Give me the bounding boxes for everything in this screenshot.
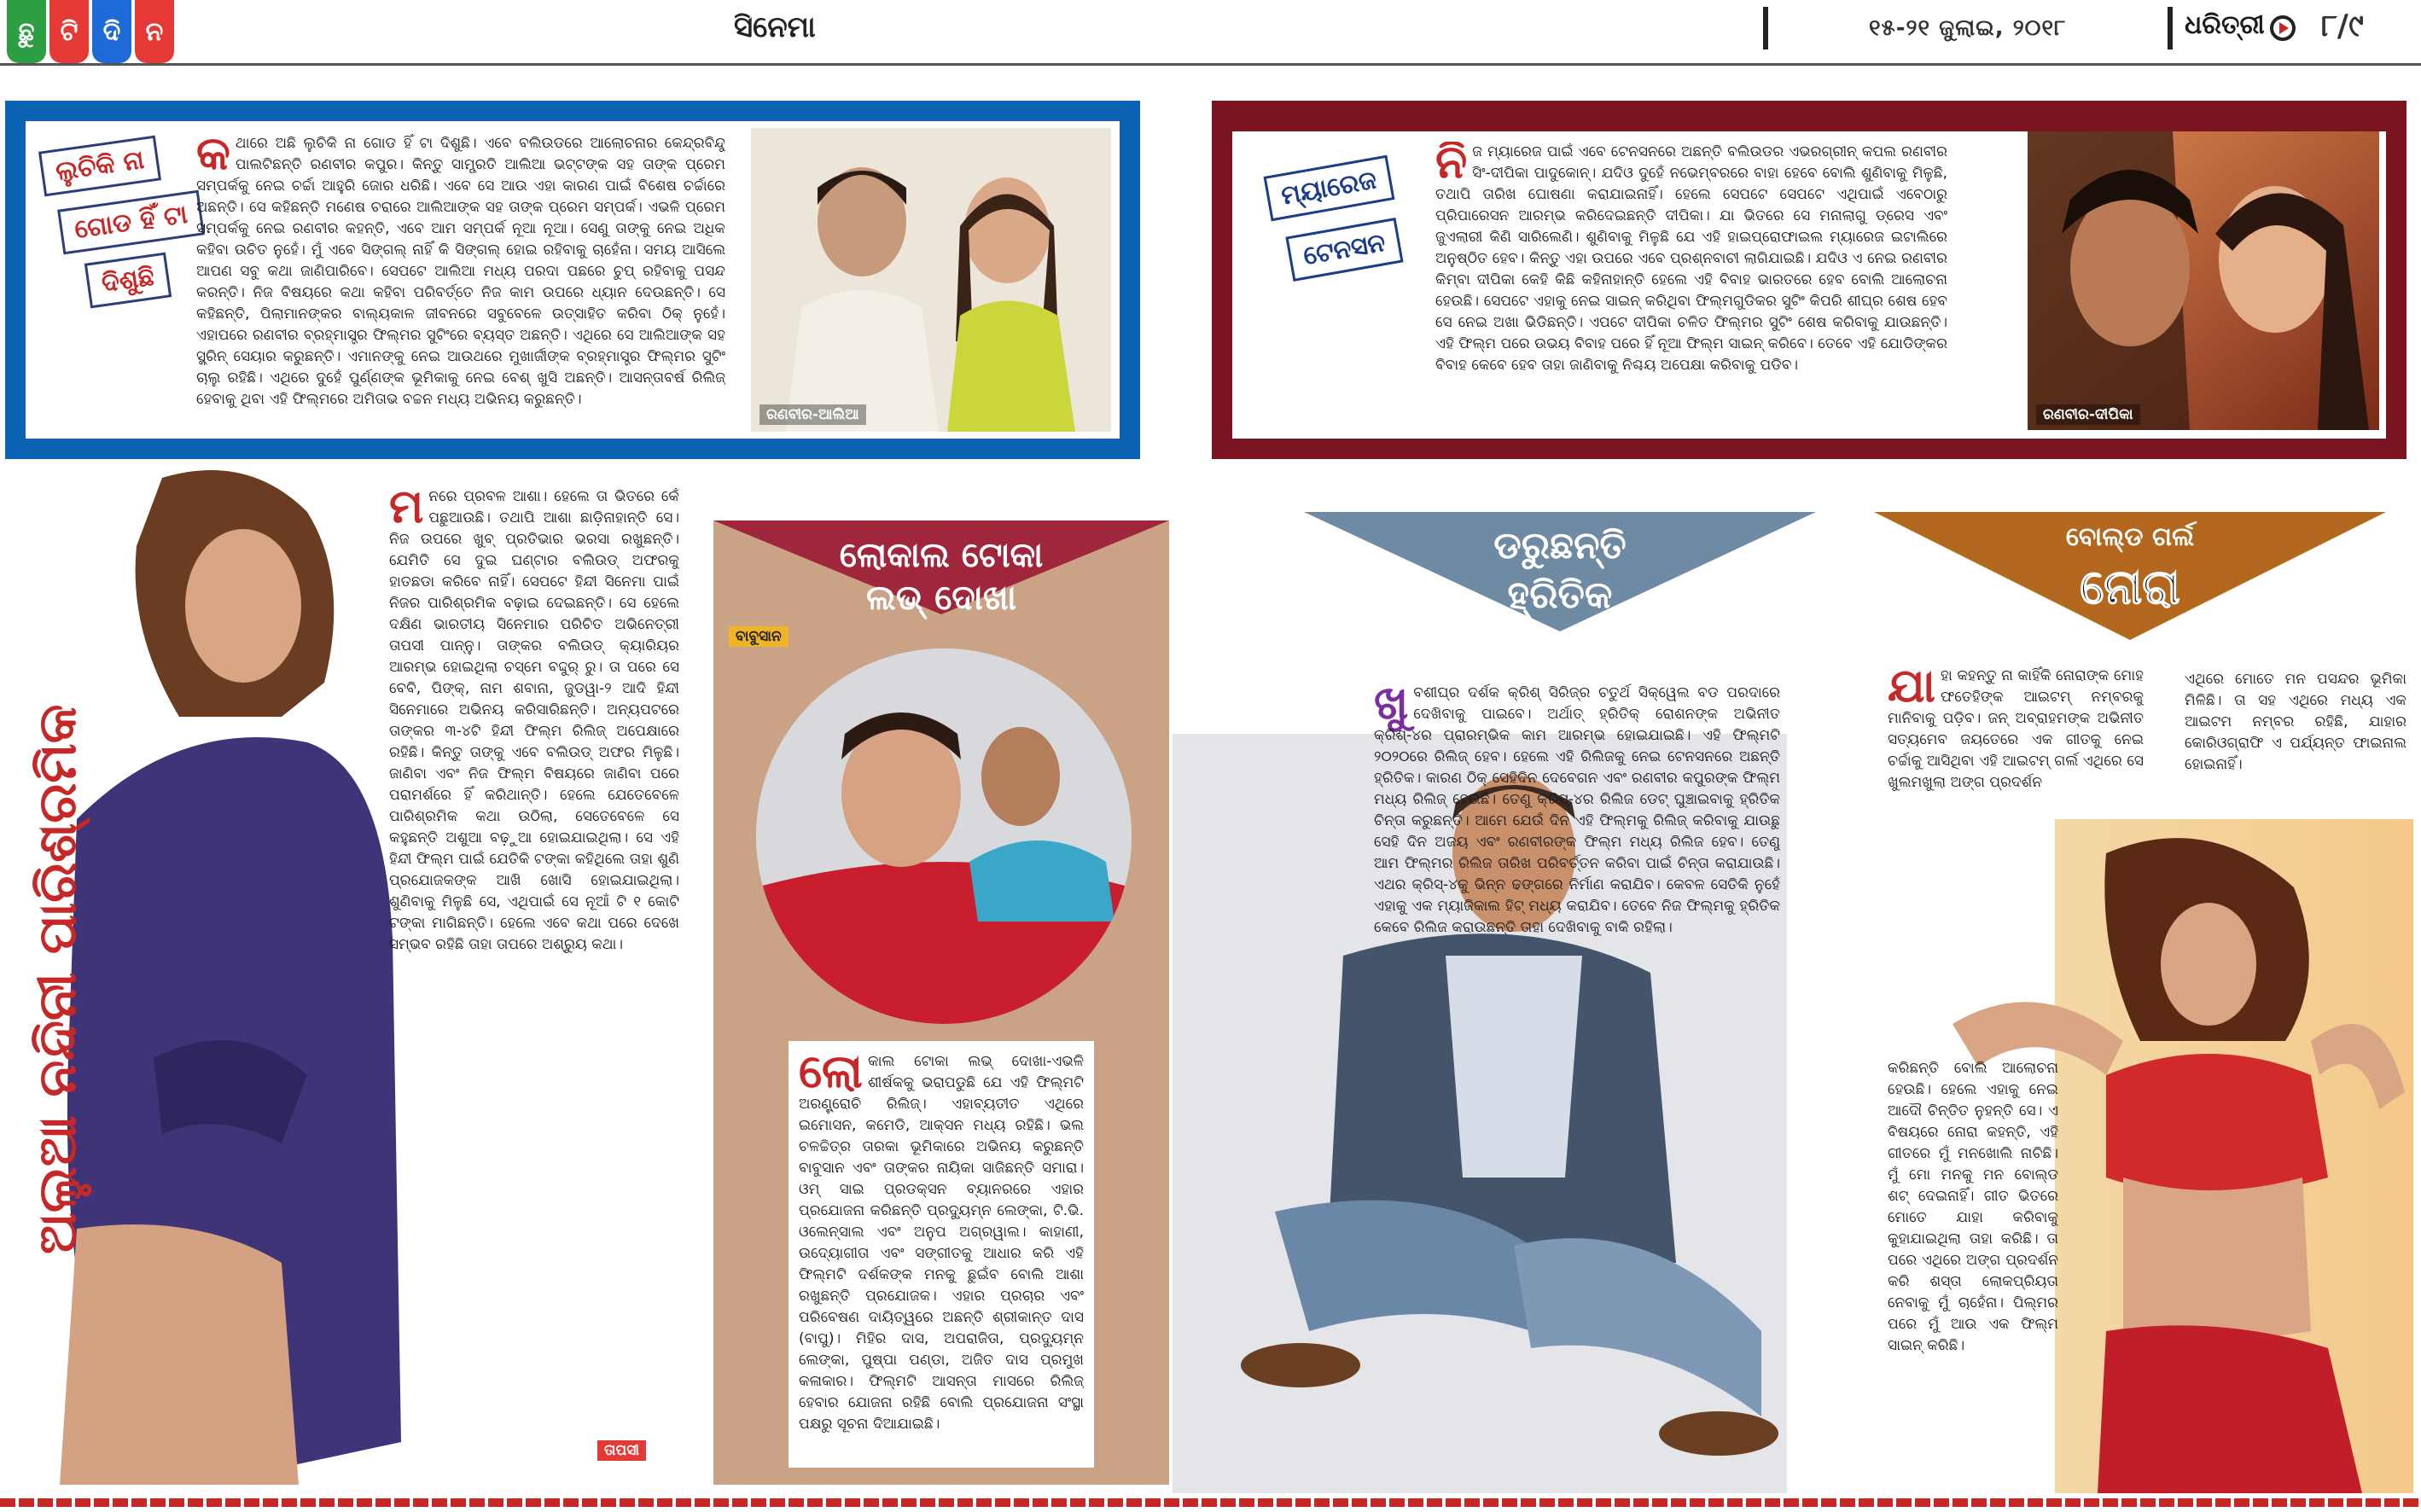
- header-rule: [0, 63, 2421, 66]
- headline-line: ଲୋକାଲ ଟୋକା: [839, 536, 1044, 575]
- story-box-babushan: [713, 520, 1169, 1485]
- nora-story-body-b: [2185, 669, 2406, 823]
- story-body: [196, 133, 725, 432]
- story-box-ranveer-deepika: [1212, 101, 2406, 459]
- story-text: ଏଥିରେ ମୋତେ ମନ ପସନ୍ଦର ଭୂମିକା ମିଳିଛି। ତା ସହ ଏଥିରେ ମଧ୍ୟ ଏକ ଆଇଟମ ନମ୍ବର ରହିଛି, ଯାହାର କୋରିଓଗ୍ରାଫି ଏ ପର୍ଯ୍ୟନ୍ତ ଫାଇନାଲ ହୋଇନାହିଁ।: [2185, 671, 2406, 773]
- kicker-label: ବୋଲ୍ଡ ଗର୍ଲ: [2065, 522, 2195, 552]
- play-logo-icon: [2270, 15, 2296, 41]
- headline-line: ମ୍ୟାରେଜ: [1264, 155, 1395, 222]
- nora-story-body-c: [1888, 1058, 2058, 1485]
- header-divider: [2168, 7, 2173, 49]
- story-inner: [1232, 131, 2386, 439]
- masthead-letter: ଟି: [49, 0, 89, 63]
- drop-cap: ନି: [1435, 142, 1468, 189]
- headline-line: ନୋରା: [2080, 560, 2180, 615]
- masthead-letter: ନ: [135, 0, 174, 63]
- masthead: [7, 0, 174, 65]
- page-number: ୮/୯: [2321, 9, 2364, 44]
- story-text: ବଶୀଘ୍ର ଦର୍ଶକ କ୍ରିଶ୍ ସିରିଜ୍ର ଚତୁର୍ଥ ସିକ୍ୱେଲ ବଡ ପରଦାରେ ଦେଖିବାକୁ ପାଇବେ। ଅର୍ଥାତ୍ ହ୍ରିତିକ୍ ରୋଶନଙ୍କ ଅଭିନୀତ କ୍ରିଶ୍-୪ର ପ୍ରାରମ୍ଭିକ କାମ ଆରମ୍ଭ ହୋଇଯାଇଛି। ଏହି ଫିଲ୍ମଟି ୨୦୨୦ରେ ରିଲିଜ୍ ହେବ। ହେଲେ ଏହି ରିଲିଜକୁ ନେଇ ଟେନସନରେ ଅଛନ୍ତି ହ୍ରିତିକ। କାରଣ ଠିକ୍ ସେହିଦିନ ଦେବେଗନ ଏବଂ ରଣବୀର କପୁରଙ୍କ ଫିଲ୍ମ ମଧ୍ୟ ରିଲିଜ୍ ହେଉଛି। ତେଣୁ କ୍ରିସ୍-୪ର ରିଲିଜ ଡେଟ୍ ଘୁଞ୍ଚାଇବାକୁ ହ୍ରିତିକ ଚିନ୍ତା କରୁଛନ୍ତି। ଆମେ ଯେଉଁ ଦିନ ଏହି ଫିଲ୍ମକୁ ରିଲିଜ୍ କରିବାକୁ ଯାଉଛୁ ସେହି ଦିନ ଅଜୟ ଏବଂ ରଣବୀରଙ୍କ ଫିଲ୍ମ ମଧ୍ୟ ରିଲିଜ ହେବ। ତେଣୁ ଆମ ଫିଲ୍ମର ରିଲିଜ ତାରିଖ ପରିବର୍ତ୍ତନ କରିବା ପାଇଁ ଚିନ୍ତା କରାଯାଉଛି। ଏଥର କ୍ରିସ୍-୪କୁ ଭିନ୍ନ ଢଙ୍ଗରେ ନିର୍ମାଣ କରାଯିବ। କେବଳ ସେତିକି ନୁହେଁ ଏହାକୁ ଏକ ମ୍ୟାଜିକାଲ ହିଟ୍ ମଧ୍ୟ କରାଯିବ। ତେବେ ନିଜ ଫିଲ୍ମକୁ ହ୍ରିତିକ କେବେ ରିଲିଜ କରାଉଛନ୍ତି ତାହା ଦେଖିବାକୁ ବାକି ରହିଲା।: [1374, 684, 1780, 936]
- story-text: ଜ ମ୍ୟାରେଜ ପାଇଁ ଏବେ ଟେନସନରେ ଅଛନ୍ତି ବଲିଉଡର ଏଭରଗ୍ରୀନ୍ କପଲ ରଣବୀର ସିଂ-ଦୀପିକା ପାଦୁକୋନ୍। ଯଦିଓ ଦୁହେଁ ନଭେମ୍ବରରେ ବାହା ହେବେ ବୋଲି ଶୁଣିବାକୁ ମିଳୁଛି, ତଥାପି ତାରିଖ ଘୋଷଣା କରାଯାଇନାହିଁ। ହେଲେ ସେପଟେ ସେପଟେ ଏଥିପାଇଁ ଏବେଠାରୁ ପ୍ରିପାରେସନ ଆରମ୍ଭ କରିଦେଇଛନ୍ତି ଦୀପିକା। ଯା ଭିତରେ ସେ ମନାଲାଗୁ ଡ୍ରେସ ଏବଂ ଜୁଏଲାରୀ କିଣି ସାରିଲେଣି। ଶୁଣିବାକୁ ମିଳୁଛି ଯେ ଏହି ହାଇପ୍ରୋଫାଇଲ ମ୍ୟାରେଜ ଇଟାଲିରେ ଅନୁଷ୍ଠିତ ହେବ। କିନ୍ତୁ ଏହା ଉପରେ ଏବେ ପ୍ରଶ୍ନବାଚୀ ଲାଗିଯାଇଛି। ଯଦିଓ ଏ ନେଇ ରଣବୀର କିମ୍ବା ଦୀପିକା କେହି କିଛି କହିନାହାନ୍ତି ହେଲେ ଏହି ବିବାହ ଭାରତରେ ହେବ ବୋଲି ଆଲୋଚନା ହେଉଛି। ସେପଟେ ଏହାକୁ ନେଇ ସାଇନ୍ କରିଥିବା ଫିଲ୍ମଗୁଡିକର ସୁଟିଂ କିପରି ଶୀଘ୍ର ଶେଷ ହେବ ସେ ନେଇ ଅଖା ଭିଡିଛନ୍ତି। ଏପଟେ ଦୀପିକା ଚଳିତ ଫିଲ୍ମର ସୁଟିଂ ଶେଷ କରିବାକୁ ଯାଉଛନ୍ତି। ଏହି ଫିଲ୍ମ ପରେ ଉଭୟ ବିବାହ ପରେ ହିଁ ନୂଆ ଫିଲ୍ମ ସାଇନ୍ କରିବେ। ତେବେ ଏହି ଯୋଡିଙ୍କର ବିବାହ କେବେ ହେବ ତାହା ଜାଣିବାକୁ ନିଶ୍ଚୟ ଅପେକ୍ଷା କରିବାକୁ ପଡିବ।: [1435, 143, 1947, 374]
- story-box-ranbir-alia: [5, 101, 1140, 459]
- ranbir-alia-photo: [751, 128, 1111, 432]
- photo-caption: ତାପସୀ: [597, 1440, 646, 1461]
- masthead-letter: ଛୁ: [7, 0, 46, 63]
- story-panel: [789, 1041, 1094, 1468]
- header-divider: [1763, 7, 1768, 49]
- photo-caption: ବାବୁସାନ: [729, 626, 789, 647]
- ranveer-deepika-photo: [2028, 131, 2379, 430]
- drop-cap: ଯା: [1888, 666, 1935, 712]
- photo-silhouettes: [751, 128, 1111, 432]
- headline-line: ଲୁଚିକି ନା: [38, 136, 161, 197]
- babushan-photo: [756, 648, 1132, 1024]
- headline-line: ହ୍ରିତିକ: [1507, 573, 1613, 617]
- section-title: ସିନେମା: [734, 10, 816, 44]
- story-text: ହା କହନ୍ତୁ ନା କାହିଁକି ନୋରାଙ୍କ ମୋହ ଫତେହିଙ୍କ ଆଇଟମ୍ ନମ୍ବରକୁ ମାନିବାକୁ ପଡ଼ିବ। ଜନ୍ ଅବ୍ରାହମଙ୍କ ଅଭିନୀତ ସତ୍ୟମେବ ଜୟତେରେ ଏକ ଗୀତକୁ ନେଇ ଚର୍ଚ୍ଚାକୁ ଆସିଥିବା ଏହି ଆଇଟମ୍ ଗର୍ଲ ଏଥିରେ ସେ ଖୁଲମଖୁଲା ଅଙ୍ଗ ପ୍ରଦର୍ଶନ: [1888, 667, 2144, 791]
- headline-line: ଡରୁଛନ୍ତି: [1493, 524, 1627, 567]
- headline-line: ଦିଶୁଛି: [84, 253, 172, 309]
- headline-line: ଗୋଡ ହିଁ ଟା: [57, 190, 205, 255]
- footer-rule: [0, 1498, 2421, 1507]
- brand-name: ଧରିତ୍ରୀ: [2185, 10, 2265, 40]
- hrithik-story-body: [1374, 683, 1780, 1195]
- story-body: [1435, 142, 1947, 432]
- story-text: କରିଛନ୍ତି ବୋଲି ଆଲୋଚନା ହେଉଛି। ହେଲେ ଏହାକୁ ନେଇ ଆଦୌ ଚିନ୍ତିତ ନୁହନ୍ତି ସେ। ଏ ବିଷୟରେ ନୋରା କହନ୍ତି, ଏହି ଗୀତରେ ମୁଁ ମନଖୋଲି ନାଚିଛି। ମୁଁ ମୋ ମନକୁ ମନ ବୋଲ୍ଡ ଶଟ୍ ଦେଇନାହିଁ। ଗୀତ ଭିତରେ ମୋତେ ଯାହା କରିବାକୁ କୁହାଯାଇଥିଲା ତାହା କରିଛି। ତା ପରେ ଏଥିରେ ଅଙ୍ଗ ପ୍ରଦର୍ଶନ କରି ଶସ୍ତା ଲୋକପ୍ରିୟତା ନେବାକୁ ମୁଁ ଚାହେଁନା। ପିଲ୍ମର ପରେ ମୁଁ ଆଉ ଏକ ଫିଲ୍ମ ସାଇନ୍ କରିଛି।: [1888, 1060, 2058, 1354]
- drop-cap: ମ: [389, 486, 424, 533]
- story-text: କାଲ ଟୋକା ଲଭ୍ ଦୋଖା-ଏଭଳି ଶୀର୍ଷକକୁ ଭରାପଡୁଛି ଯେ ଏହି ଫିଲ୍ମଟି ଅରଣ୍ଟ୍ରୋଚି ରିଲିଜ୍। ଏହାବ୍ୟତୀତ ଏଥିରେ ଇମୋସନ, କମେଡି, ଆକ୍ସନ ମଧ୍ୟ ରହିଛି। ଭଲ ଚଳଚ୍ଚିତ୍ର ତାରକା ଭୂମିକାରେ ଅଭିନୟ କରୁଛନ୍ତି ବାବୁସାନ ଏବଂ ତାଙ୍କର ନାୟିକା ସାଜିଛନ୍ତି ସମାରା। ଓମ୍ ସାଇ ପ୍ରଡକ୍ସନ ବ୍ୟାନରରେ ଏହାର ପ୍ରଯୋଜନା କରିଛନ୍ତି ପ୍ରଦ୍ୟୁମ୍ନ ଲେଙ୍କା, ଟି.ଭି. ଓଲେନ୍ସାଲ ଏବଂ ଅନୁପ ଅଗ୍ରୱାଲ। କାହାଣୀ, ଉଦ୍ୟୋଗୀତା ଏବଂ ସଙ୍ଗୀତକୁ ଆଧାର କରି ଏହି ଫିଲ୍ମଟି ଦର୍ଶକଙ୍କ ମନକୁ ଛୁଇଁବ ବୋଲି ଆଶା ରଖୁଛନ୍ତି ପ୍ରଯୋଜକ। ଏହାର ପ୍ରଚାର ଏବଂ ପରିବେଷଣ ଦାୟିତ୍ୱରେ ଅଛନ୍ତି ଶ୍ରୀକାନ୍ତ ଦାସ (ବାପୁ)। ମିହିର ଦାସ, ଅପରାଜିତା, ପ୍ରଦ୍ୟୁମ୍ନ ଲେଙ୍କା, ପୁଷ୍ପା ପଣ୍ଡା, ଅଜିତ ଦାସ ପ୍ରମୁଖ କଳାକାର। ଫିଲ୍ମଟି ଆସନ୍ତା ମାସରେ ରିଲିଜ୍ ହେବାର ଯୋଜନା ରହିଛି ବୋଲି ପ୍ରଯୋଜନା ସଂସ୍ଥା ପକ୍ଷରୁ ସୂଚନା ଦିଆଯାଇଛି।: [799, 1053, 1084, 1433]
- issue-date: ୧୫-୨୧ ଜୁଲାଇ, ୨୦୧୮: [1869, 15, 2067, 41]
- masthead-letter: ଦି: [92, 0, 131, 63]
- headline-line: ଲଭ୍ ଦୋଖା: [866, 579, 1016, 618]
- story-inner: [26, 121, 1120, 439]
- drop-cap: କ: [196, 133, 230, 180]
- drop-cap: ଲୋ: [799, 1051, 864, 1098]
- tapsee-story-body: [389, 486, 679, 1254]
- headline-line: ଟେନସନ: [1285, 218, 1403, 282]
- nora-story-body-a: [1888, 666, 2144, 836]
- drop-cap: ଖୁ: [1374, 683, 1409, 730]
- story-text: ଥାରେ ଅଛି ଲୁଚିକି ନା ଗୋଡ ହିଁ ଟା ଦିଶୁଛି। ଏବେ ବଲିଉଡରେ ଆଲୋଚନାର କେନ୍ଦ୍ରବିନ୍ଦୁ ପାଲଟିଛନ୍ତି ରଣବୀର କପୁର। କିନ୍ତୁ ସାମ୍ପ୍ରତି ଆଲିଆ ଭଟ୍ଟଙ୍କ ସହ ତାଙ୍କ ପ୍ରେମ ସମ୍ପର୍କକୁ ନେଇ ଚର୍ଚ୍ଚା ଆହୁରି ଜୋର ଧରିଛି। ଏବେ ସେ ଆଉ ଏହା କାରଣ ପାଇଁ ବିଶେଷ ଚର୍ଚ୍ଚାରେ ଅଛନ୍ତି। ସେ କହିଛନ୍ତି ମଣେଷ ଚରାରେ ଆଲିଆଙ୍କ ସହ ତାଙ୍କ ପ୍ରେମ ସମ୍ପର୍କ। ଏଭଳି ପ୍ରେମ ସମ୍ପର୍କକୁ ନେଇ ରଣବୀର କହନ୍ତି, ଏବେ ଆମ ସମ୍ପର୍କ ନୂଆ ନୂଆ। ସେଣୁ ତାଙ୍କୁ ନେଇ ଅଧିକ କହିବା ଉଚିତ ନୁହେଁ। ମୁଁ ଏବେ ସିଙ୍ଗଲ୍ ନାହିଁ କି ସିଙ୍ଗଲ୍ ହୋଇ ରହିବାକୁ ଚାହେଁନା। ସମୟ ଆସିଲେ ଆପଣ ସବୁ କଥା ଜାଣିପାରିବେ। ସେପଟେ ଆଲିଆ ମଧ୍ୟ ପରଦା ପଛରେ ଚୁପ୍ ରହିବାକୁ ପସନ୍ଦ କରନ୍ତି। ନିଜ ବିଷୟରେ କଥା କହିବା ପରିବର୍ତ୍ତେ ନିଜ କାମ ଉପରେ ଧ୍ୟାନ ଦେଉଛନ୍ତି। ସେ କହିଛନ୍ତି, ପିଲାମାନଙ୍କର ବାଲ୍ୟକାଳ ଜୀବନରେ ସବୁବେଳେ ଉତ୍ସାହିତ କରିବା ଠିକ୍ ନୁହେଁ। ଏହାପରେ ରଣବୀର ବ୍ରହ୍ମାସ୍ତ୍ର ଫିଲ୍ମର ସୁଟିଂରେ ବ୍ୟସ୍ତ ଅଛନ୍ତି। ଏଥିରେ ସେ ଆଲିଆଙ୍କ ସହ ସ୍କ୍ରିନ୍ ସେୟାର କରୁଛନ୍ତି। ଏମାନଙ୍କୁ ନେଇ ଆଉଥରେ ମୁଖାର୍ଜୀଙ୍କ ବ୍ରହ୍ମାସ୍ତ୍ର ଫିଲ୍ମର ସୁଟିଂ ଚାଲୁ ରହିଛି। ଏଥିରେ ଦୁହେଁ ପୁର୍ଣ୍ଣଙ୍କ ଭୂମିକାକୁ ନେଇ ବେଶ୍ ଖୁସି ଅଛନ୍ତି। ଆସନ୍ତାବର୍ଷ ରିଲିଜ୍ ହେବାକୁ ଥିବା ଏହି ଫିଲ୍ମରେ ଅମିତାଭ ବଚ୍ଚନ ମଧ୍ୟ ଅଭିନୟ କରୁଛନ୍ତି।: [196, 135, 725, 408]
- tapsee-headline: ଅଲୁଆ ନନ୍ଦିନୀ ପାରିଶ୍ରମିକ: [26, 704, 88, 1254]
- story-text: ନରେ ପ୍ରବଳ ଆଶା। ହେଲେ ତା ଭିତରେ କେଁ ପଛୁଆଉଛି। ତଥାପି ଆଶା ଛାଡ଼ିନାହାନ୍ତି ସେ। ନିଜ ଉପରେ ଖୁବ୍ ପ୍ରତିଭାର ଭରସା ରଖୁଛନ୍ତି। ଯେମିତି ସେ ଦୁଇ ଘଣ୍ଟାର ବଲିଉଡ୍ ଅଫରକୁ ହାତଛଡା କରିବେ ନାହିଁ। ସେପଟେ ହିନ୍ଦୀ ସିନେମା ପାଇଁ ନିଜର ପାରିଶ୍ରମିକ ବଢ଼ାଇ ଦେଇଛନ୍ତି। ସେ ହେଲେ ଦକ୍ଷିଣ ଭାରତୀୟ ସିନେମାର ପରିଚିତ ଅଭିନେତ୍ରୀ ତାପସୀ ପାନ୍ନୁ। ତାଙ୍କର ବଲିଉଡ୍ କ୍ୟାରିୟର ଆରମ୍ଭ ହୋଇଥିଲା ଚସ୍ମେ ବଦ୍ଦୁର୍ ରୁ। ତା ପରେ ସେ ବେବି, ପିଙ୍କ୍, ନାମ ଶବାନା, ଜୁଡୱା-୨ ଆଦି ହିନ୍ଦୀ ସିନେମାରେ ଅଭିନୟ କରିସାରିଛନ୍ତି। ଅନ୍ୟପଟରେ ତାଙ୍କର ୩-୪ଟି ହିନ୍ଦୀ ଫିଲ୍ମ ରିଲିଜ୍ ଅପେକ୍ଷାରେ ରହିଛି। କିନ୍ତୁ ତାଙ୍କୁ ଏବେ ବଲିଉଡ୍ ଅଫର ମିଳୁଛି। ଜାଣିବା ଏବଂ ନିଜ ଫିଲ୍ମ ବିଷୟରେ ଜାଣିବା ପରେ ପରାମର୍ଶରେ ହିଁ କରିଥାନ୍ତି। ହେଲେ ଯେତେବେଳେ ପାରିଶ୍ରମିକ କଥା ଉଠିଲା, ସେତେବେଳେ ସେ କହୁଛନ୍ତି ଅଶୁଆ ବଢ଼ୁଆ ହୋଇଯାଇଥିଲା। ସେ ଏହି ହିନ୍ଦୀ ଫିଲ୍ମ ପାଇଁ ଯେତିକି ଟଙ୍କା କହିଥିଲେ ତାହା ଶୁଣି ପ୍ରଯୋଜକଙ୍କ ଆଖି ଖୋସି ହୋଇଯାଇଥିଲା। ଶୁଣିବାକୁ ମିଳୁଛି ସେ, ଏଥିପାଇଁ ସେ ନୂଆଁ ଟି ୧ କୋଟି ଟଙ୍କା ମାଗିଛନ୍ତି। ହେଲେ ଏବେ କଥା ପରେ ଦେଖେ ସମ୍ଭବ ରହିଛି ତାହା ତାପରେ ଅଶ୍ରୁୟ କଥା।: [389, 488, 679, 953]
- story-body: [799, 1051, 1084, 1461]
- photo-silhouettes: [2028, 131, 2379, 430]
- photo-caption: ରଣବୀର-ଆଲିଆ: [759, 404, 866, 425]
- photo-silhouette: [756, 648, 1132, 1024]
- photo-caption: ରଣବୀର-ଦୀପିକା: [2036, 404, 2140, 425]
